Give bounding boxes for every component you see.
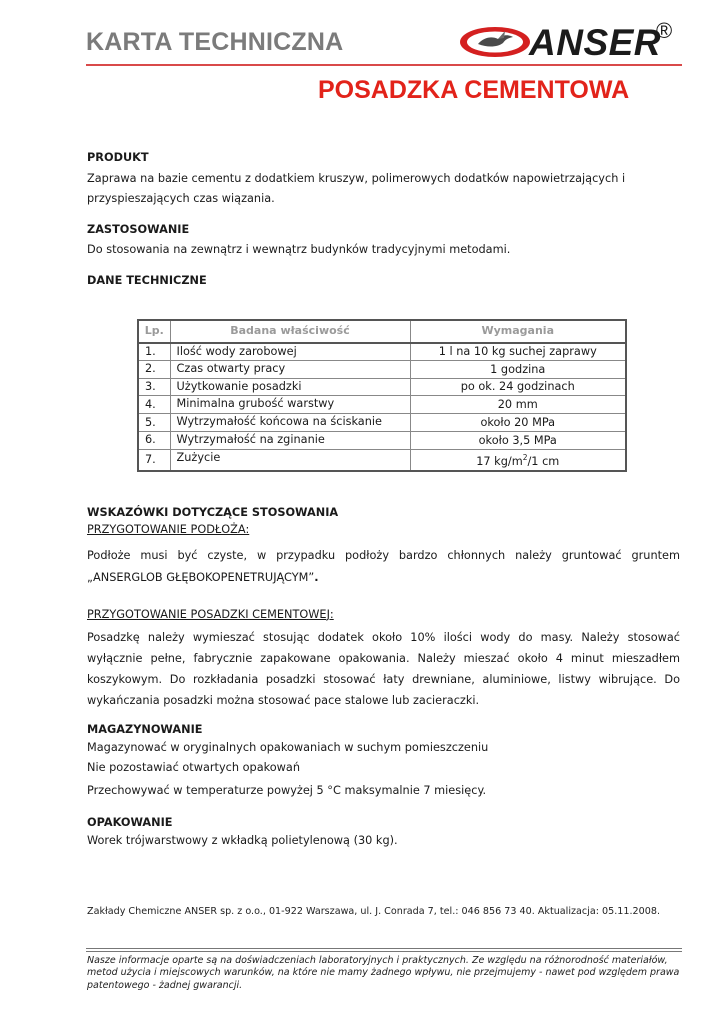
table-row bbox=[138, 431, 626, 449]
row-number: 6. bbox=[138, 431, 170, 449]
row-number: 5. bbox=[138, 414, 170, 432]
substrate-text-end: . bbox=[314, 570, 319, 584]
substrate-text bbox=[87, 545, 680, 589]
technical-data-table bbox=[137, 319, 627, 472]
consumption-superscript: 2 bbox=[522, 452, 528, 462]
technical-table-wrapper bbox=[137, 319, 627, 472]
row-property: Czas otwarty pracy bbox=[170, 360, 410, 378]
substrate-subheading: PRZYGOTOWANIE PODŁOŻA: bbox=[87, 522, 250, 536]
row-requirement: 20 mm bbox=[410, 396, 626, 414]
product-text: Zaprawa na bazie cementu z dodatkiem kruszyw, polimerowych dodatków napowietrzających i przyspieszających czas wiązania. bbox=[87, 171, 626, 205]
footer-divider bbox=[86, 948, 682, 949]
row-property: Wytrzymałość na zginanie bbox=[170, 431, 410, 449]
storage-line-3: Przechowywać w temperaturze powyżej 5 °C maksymalnie 7 miesięcy. bbox=[87, 784, 487, 798]
table-row bbox=[138, 449, 626, 470]
row-number: 2. bbox=[138, 360, 170, 378]
registered-mark: ® bbox=[656, 18, 673, 43]
row-property: Zużycie bbox=[170, 449, 410, 470]
header-divider bbox=[86, 64, 682, 66]
substrate-text-body: Podłoże musi być czyste, w przypadku podłoży bardzo chłonnych należy gruntować gruntem „ANSERGLOB GŁĘBOKOPENETRUJĄCYM” bbox=[87, 548, 680, 584]
row-number: 4. bbox=[138, 396, 170, 414]
row-requirement: około 3,5 MPa bbox=[410, 431, 626, 449]
footer-address: Zakłady Chemiczne ANSER sp. z o.o., 01-922 Warszawa, ul. J. Conrada 7, tel.: 046 856 73 40. Aktualizacja: 05.11.2008. bbox=[87, 906, 660, 917]
row-property: Użytkowanie posadzki bbox=[170, 378, 410, 396]
document-body bbox=[87, 148, 680, 851]
footer-disclaimer: Nasze informacje oparte są na doświadczeniach laboratoryjnych i praktycznych. Ze względu na różnorodność materiałów, metod użycia i miejscowych warunków, na które nie mamy żadnego wpływu, nie przejmujemy - nawet pod względem prawa patentowego - żadnej gwarancji. bbox=[87, 955, 680, 991]
storage-line-2: Nie pozostawiać otwartych opakowań bbox=[87, 761, 300, 775]
row-number: 7. bbox=[138, 449, 170, 470]
column-header-requirement: Wymagania bbox=[410, 320, 626, 343]
mix-subheading: PRZYGOTOWANIE POSADZKI CEMENTOWEJ: bbox=[87, 607, 334, 621]
consumption-unit: /1 cm bbox=[527, 454, 560, 468]
anser-logo bbox=[455, 20, 681, 64]
storage-line-1: Magazynować w oryginalnych opakowaniach w suchym pomieszczeniu bbox=[87, 741, 489, 755]
header-title: KARTA TECHNICZNA bbox=[86, 28, 344, 56]
guidelines-heading: WSKAZÓWKI DOTYCZĄCE STOSOWANIA bbox=[87, 505, 339, 519]
row-number: 1. bbox=[138, 343, 170, 361]
technical-heading: DANE TECHNICZNE bbox=[87, 273, 207, 287]
table-row bbox=[138, 414, 626, 432]
row-requirement: około 20 MPa bbox=[410, 414, 626, 432]
table-row bbox=[138, 360, 626, 378]
usage-heading: ZASTOSOWANIE bbox=[87, 222, 190, 236]
row-requirement: 1 godzina bbox=[410, 360, 626, 378]
mix-text: Posadzkę należy wymieszać stosując dodatek około 10% ilości wody do masy. Należy stosować wyłącznie pełne, fabrycznie zapakowane opakowania. Należy mieszać około 4 minut mieszadłem koszykowym. Do rozkładania posadzki stosować łaty drewniane, aluminiowe, listwy wibrujące. Do wykańczania posadzki można stosować pace stalowe lub zacieraczki. bbox=[87, 630, 680, 708]
table-header-row bbox=[138, 320, 626, 343]
anser-emblem-icon bbox=[458, 25, 532, 59]
table-row bbox=[138, 396, 626, 414]
row-property: Ilość wody zarobowej bbox=[170, 343, 410, 361]
row-requirement bbox=[410, 449, 626, 470]
consumption-value: 17 kg/m bbox=[476, 454, 523, 468]
logo-wordmark: ANSER bbox=[529, 22, 662, 63]
column-header-property: Badana właściwość bbox=[170, 320, 410, 343]
table-row bbox=[138, 378, 626, 396]
document-title: POSADZKA CEMENTOWA bbox=[318, 76, 630, 104]
row-requirement: po ok. 24 godzinach bbox=[410, 378, 626, 396]
row-number: 3. bbox=[138, 378, 170, 396]
storage-heading: MAGAZYNOWANIE bbox=[87, 723, 203, 737]
footer-divider bbox=[86, 951, 682, 952]
column-header-lp: Lp. bbox=[138, 320, 170, 343]
usage-text: Do stosowania na zewnątrz i wewnątrz budynków tradycyjnymi metodami. bbox=[87, 243, 511, 256]
table-row bbox=[138, 343, 626, 361]
row-requirement: 1 l na 10 kg suchej zaprawy bbox=[410, 343, 626, 361]
product-heading: PRODUKT bbox=[87, 151, 149, 164]
packaging-text: Worek trójwarstwowy z wkładką polietylenową (30 kg). bbox=[87, 834, 398, 848]
row-property: Wytrzymałość końcowa na ściskanie bbox=[170, 414, 410, 432]
row-property: Minimalna grubość warstwy bbox=[170, 396, 410, 414]
packaging-heading: OPAKOWANIE bbox=[87, 816, 173, 830]
